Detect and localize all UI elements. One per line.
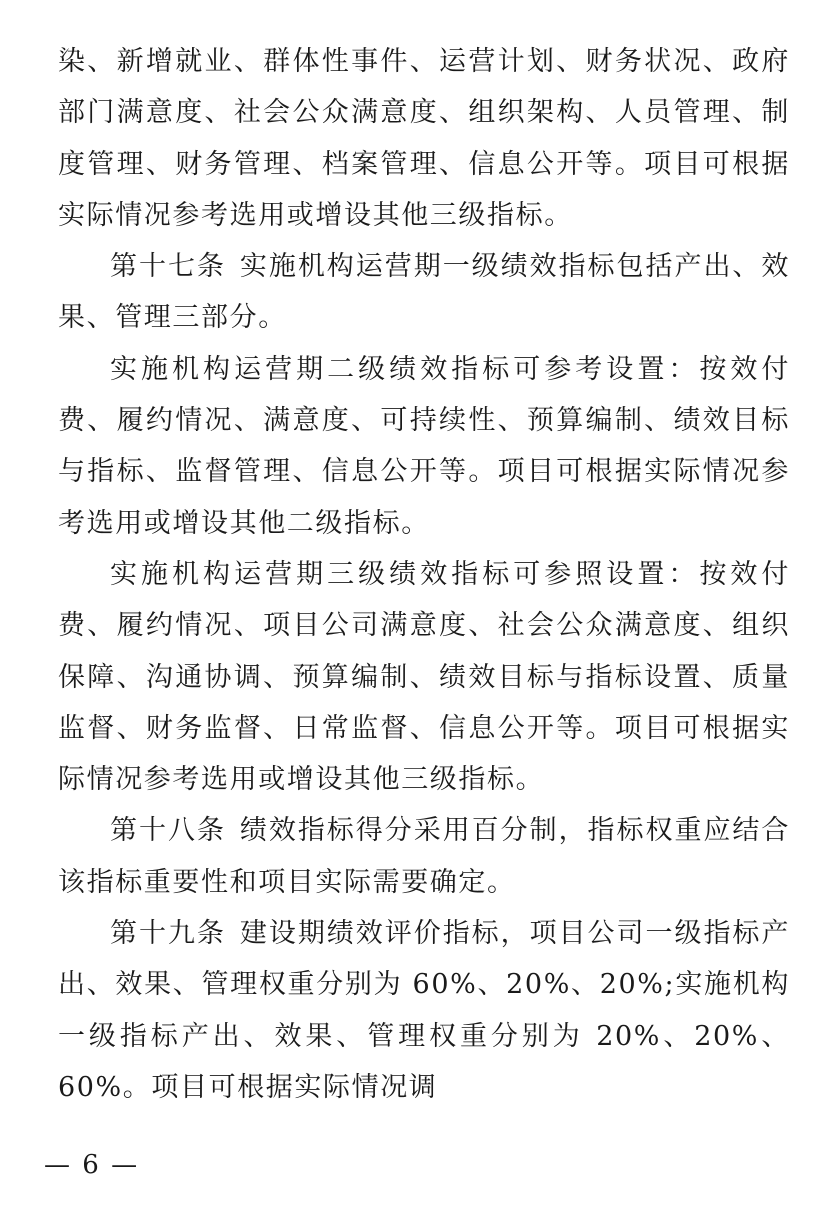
page-number: — 6 — [44, 1150, 140, 1180]
paragraph-article-17 [58, 241, 790, 344]
paragraph-text: 绩效指标得分采用百分制，指标权重应结合该指标重要性和项目实际需要确定。 [58, 815, 790, 898]
paragraph-text: 实施机构运营期三级绩效指标可参照设置：按效付费、履约情况、项目公司满意度、社会公众满意度、组织保障、沟通协调、预算编制、绩效目标与指标设置、质量监督、财务监督、日常监督、信息公开等。项目可根据实际情况参考选用或增设其他三级指标。 [58, 558, 790, 796]
paragraph-text: 实施机构运营期二级绩效指标可参考设置：按效付费、履约情况、满意度、可持续性、预算编制、绩效目标与指标、监督管理、信息公开等。项目可根据实际情况参考选用或增设其他二级指标。 [58, 353, 790, 539]
paragraph-text: 实施机构运营期一级绩效指标包括产出、效果、管理三部分。 [58, 251, 790, 334]
article-number: 第十七条 [110, 251, 226, 283]
paragraph-level3-indicators [58, 549, 790, 805]
paragraph-article-18 [58, 805, 790, 908]
paragraph-text: 染、新增就业、群体性事件、运营计划、财务状况、政府部门满意度、社会公众满意度、组织架构、人员管理、制度管理、财务管理、档案管理、信息公开等。项目可根据实际情况参考选用或增设其他三级指标。 [58, 46, 790, 231]
article-number: 第十八条 [110, 815, 226, 847]
paragraph-level2-indicators [58, 344, 790, 549]
paragraph-article-19 [58, 908, 790, 1113]
body-text [58, 36, 790, 1113]
article-number: 第十九条 [110, 918, 226, 950]
paragraph-text: 建设期绩效评价指标，项目公司一级指标产出、效果、管理权重分别为 60%、20%、20%;实施机构一级指标产出、效果、管理权重分别为 20%、20%、60%。项目可根据实际情况调 [58, 918, 790, 1103]
paragraph-continuation [58, 36, 790, 241]
